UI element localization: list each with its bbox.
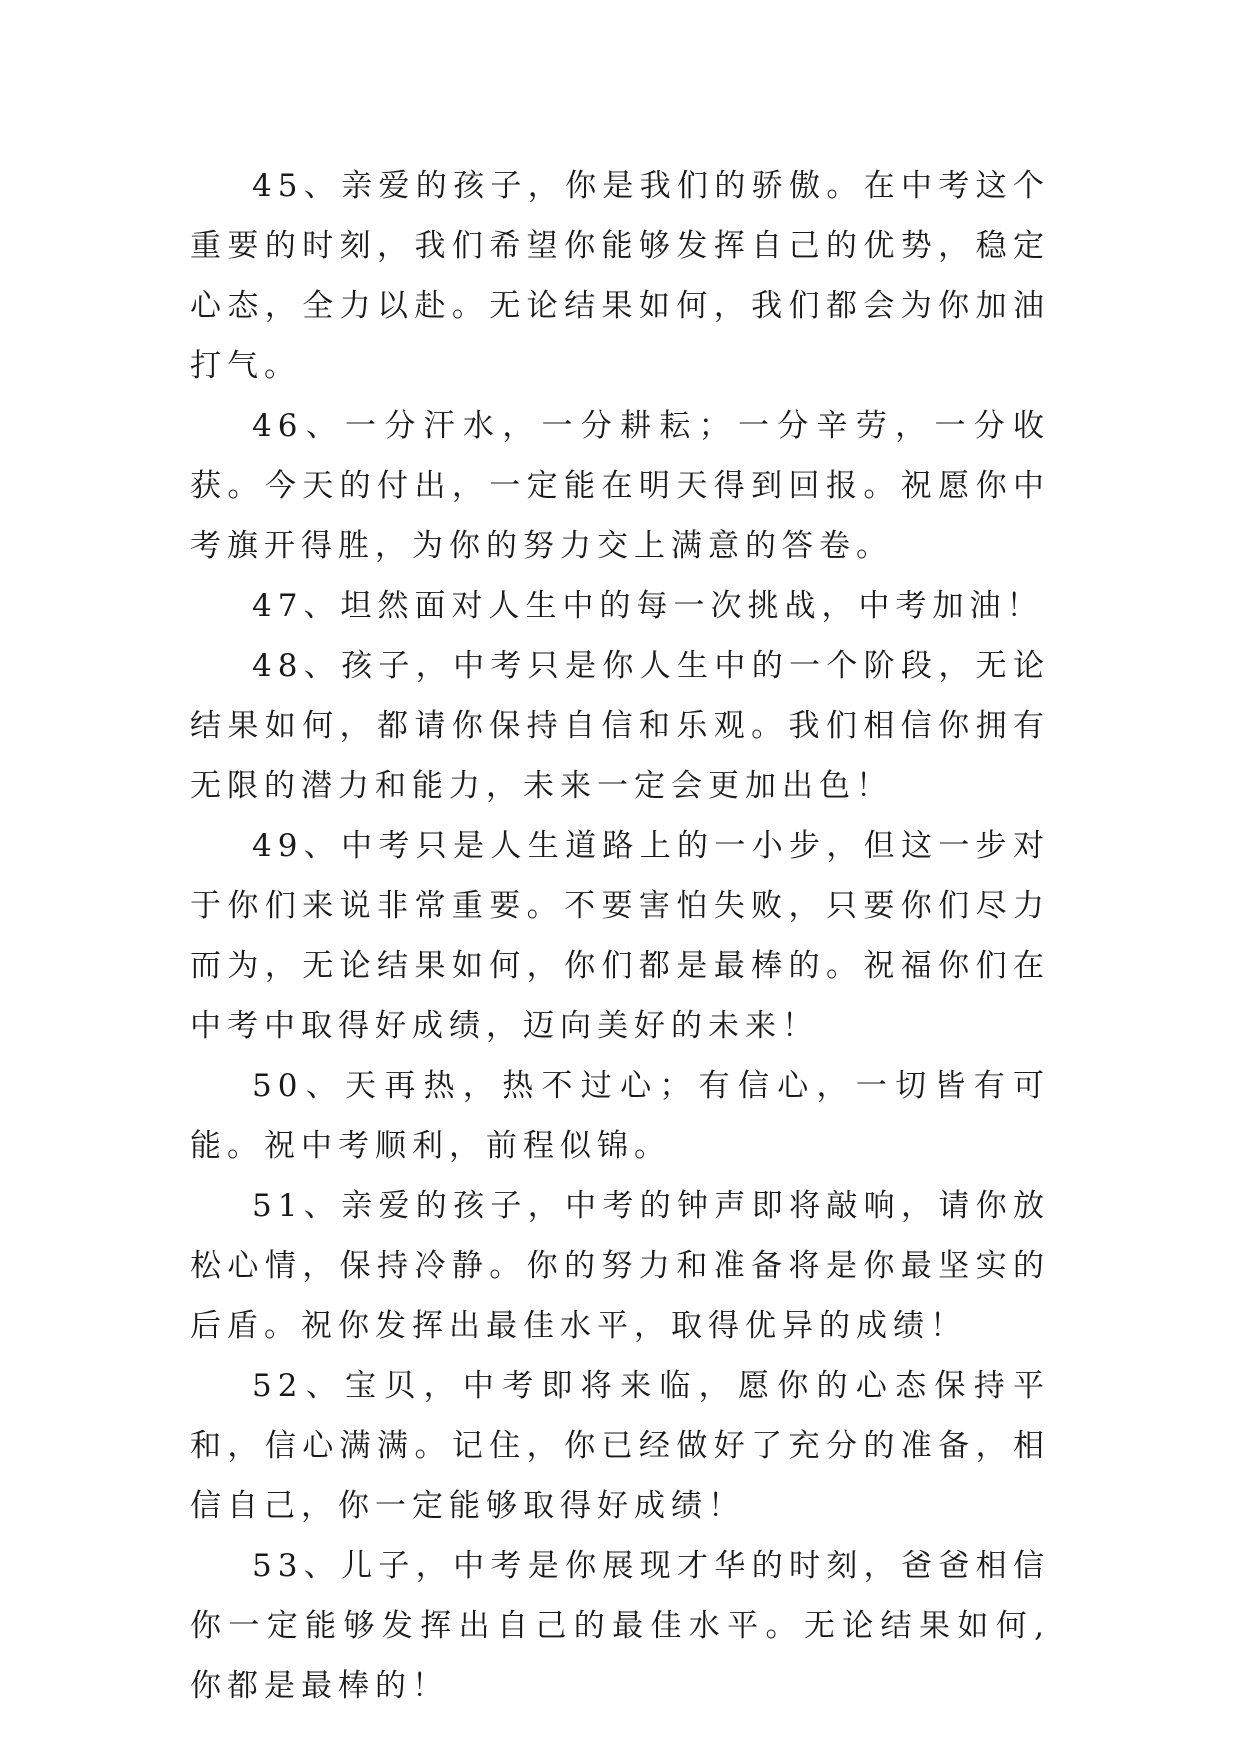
- paragraph-45: 45、亲爱的孩子，你是我们的骄傲。在中考这个重要的时刻，我们希望你能够发挥自己的优势，稳定心态，全力以赴。无论结果如何，我们都会为你加油打气。: [190, 168, 1050, 384]
- paragraph-50: 50、天再热，热不过心；有信心，一切皆有可能。祝中考顺利，前程似锦。: [190, 1068, 1050, 1164]
- document-body: [190, 156, 1050, 1716]
- paragraph-53: 53、儿子，中考是你展现才华的时刻，爸爸相信你一定能够发挥出自己的最佳水平。无论结果如何,你都是最棒的！: [190, 1548, 1050, 1704]
- paragraph-48: 48、孩子，中考只是你人生中的一个阶段，无论结果如何，都请你保持自信和乐观。我们相信你拥有无限的潜力和能力，未来一定会更加出色！: [190, 648, 1050, 804]
- paragraph-47: 47、坦然面对人生中的每一次挑战，中考加油！: [252, 588, 1044, 624]
- paragraph-52: 52、宝贝，中考即将来临，愿你的心态保持平和，信心满满。记住，你已经做好了充分的准备，相信自己，你一定能够取得好成绩！: [190, 1368, 1050, 1524]
- paragraph-51: 51、亲爱的孩子，中考的钟声即将敲响，请你放松心情，保持冷静。你的努力和准备将是你最坚实的后盾。祝你发挥出最佳水平，取得优异的成绩！: [190, 1188, 1050, 1344]
- paragraph-46: 46、一分汗水，一分耕耘；一分辛劳，一分收获。今天的付出，一定能在明天得到回报。祝愿你中考旗开得胜，为你的努力交上满意的答卷。: [190, 408, 1050, 564]
- paragraph-49: 49、中考只是人生道路上的一小步，但这一步对于你们来说非常重要。不要害怕失败，只要你们尽力而为，无论结果如何，你们都是最棒的。祝福你们在中考中取得好成绩，迈向美好的未来！: [190, 828, 1050, 1044]
